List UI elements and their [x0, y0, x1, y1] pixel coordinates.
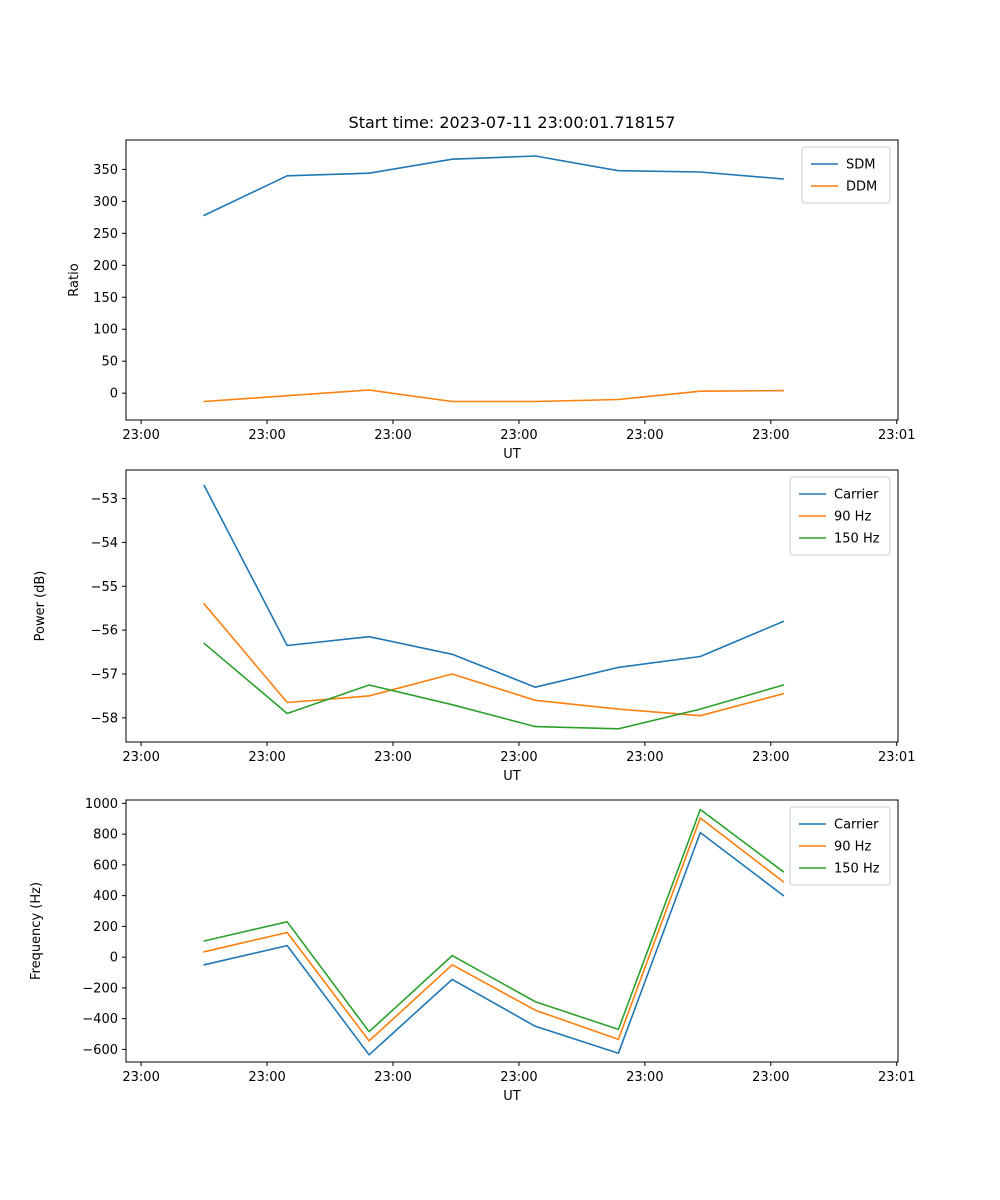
legend: [790, 477, 890, 555]
x-tick-label: 23:00: [626, 428, 664, 443]
y-tick-label: 800: [93, 827, 118, 843]
y-axis-label: Power (dB): [33, 570, 48, 642]
x-tick-label: 23:00: [752, 1070, 790, 1085]
x-axis-label: UT: [503, 769, 521, 784]
y-tick-label: 600: [93, 858, 118, 874]
series-line-90-hz: [204, 604, 783, 716]
legend: [802, 147, 890, 203]
legend: [790, 807, 890, 885]
ratio-plot: [67, 140, 915, 462]
y-tick-label: −54: [90, 535, 118, 551]
x-tick-label: 23:00: [374, 750, 412, 765]
y-tick-label: 50: [101, 354, 118, 370]
legend-label-sdm: SDM: [846, 157, 876, 173]
legend-label-90-hz: 90 Hz: [834, 839, 872, 855]
series-line-carrier: [204, 833, 783, 1055]
plot-frame: [126, 140, 898, 420]
x-tick-label: 23:00: [374, 428, 412, 443]
y-tick-label: −56: [90, 623, 118, 639]
power-plot: [33, 470, 915, 784]
x-tick-label: 23:00: [626, 1070, 664, 1085]
y-tick-label: 350: [93, 162, 118, 178]
x-tick-label: 23:00: [500, 750, 538, 765]
y-tick-label: −58: [90, 711, 118, 727]
y-tick-label: −600: [82, 1042, 118, 1058]
x-tick-label: 23:00: [752, 428, 790, 443]
y-tick-label: 200: [93, 919, 118, 935]
legend-label-carrier: Carrier: [834, 817, 879, 833]
x-tick-label: 23:00: [248, 428, 286, 443]
figure-title: Start time: 2023-07-11 23:00:01.718157: [348, 113, 676, 132]
y-tick-label: −200: [82, 981, 118, 997]
x-tick-label: 23:00: [374, 1070, 412, 1085]
x-tick-label: 23:01: [878, 428, 916, 443]
x-tick-label: 23:01: [878, 1070, 916, 1085]
y-tick-label: −53: [90, 492, 118, 508]
x-tick-label: 23:00: [122, 750, 160, 765]
y-tick-label: 300: [93, 194, 118, 210]
legend-label-150-hz: 150 Hz: [834, 861, 880, 877]
y-tick-label: 250: [93, 226, 118, 242]
x-tick-label: 23:00: [248, 1070, 286, 1085]
x-tick-label: 23:00: [248, 750, 286, 765]
x-tick-label: 23:00: [122, 1070, 160, 1085]
legend-label-ddm: DDM: [846, 179, 878, 195]
legend-label-carrier: Carrier: [834, 487, 879, 503]
y-tick-label: 400: [93, 889, 118, 905]
legend-label-150-hz: 150 Hz: [834, 531, 880, 547]
plot-frame: [126, 470, 898, 742]
y-tick-label: 0: [109, 386, 118, 402]
y-axis-label: Frequency (Hz): [29, 881, 44, 981]
plot-frame: [126, 800, 898, 1062]
y-axis-label: Ratio: [67, 263, 82, 297]
y-tick-label: −57: [90, 667, 118, 683]
x-tick-label: 23:00: [500, 428, 538, 443]
x-axis-label: UT: [503, 1089, 521, 1104]
x-tick-label: 23:00: [626, 750, 664, 765]
series-line-ddm: [204, 390, 783, 402]
y-tick-label: 150: [93, 290, 118, 306]
x-tick-label: 23:00: [500, 1070, 538, 1085]
y-tick-label: 100: [93, 322, 118, 338]
y-tick-label: −55: [90, 579, 118, 595]
x-tick-label: 23:00: [122, 428, 160, 443]
series-line-sdm: [204, 156, 783, 215]
legend-box: [802, 147, 890, 203]
legend-label-90-hz: 90 Hz: [834, 509, 872, 525]
frequency-plot: [29, 797, 915, 1104]
y-tick-label: −400: [82, 1012, 118, 1028]
y-tick-label: 1000: [84, 796, 118, 812]
x-tick-label: 23:00: [752, 750, 790, 765]
series-line-carrier: [204, 485, 783, 687]
y-tick-label: 200: [93, 258, 118, 274]
y-tick-label: 0: [109, 950, 118, 966]
x-axis-label: UT: [503, 447, 521, 462]
x-tick-label: 23:01: [878, 750, 916, 765]
series-line-90-hz: [204, 818, 783, 1041]
